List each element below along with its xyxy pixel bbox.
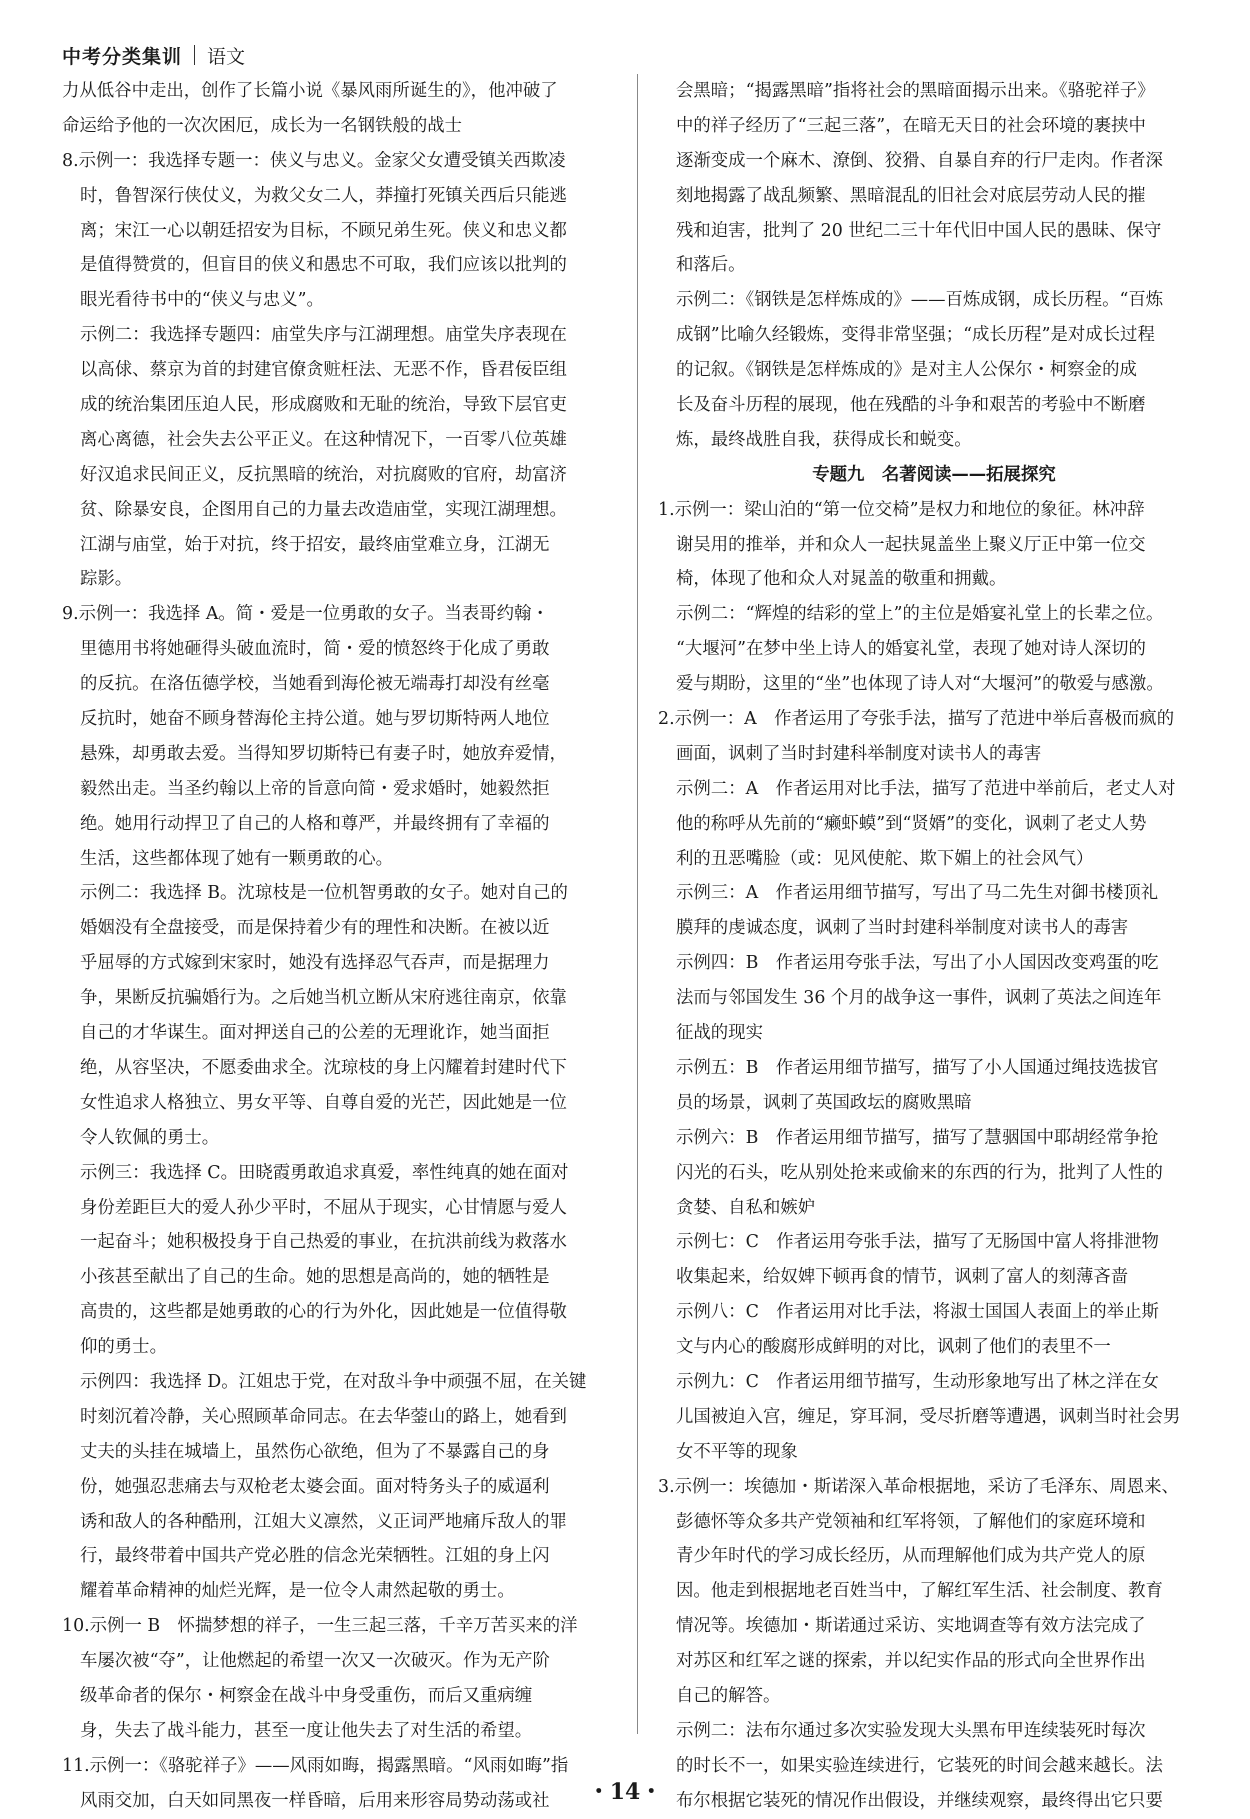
- left-text-line: 一起奋斗；她积极投身于自己热爱的事业，在抗洪前线为救落水: [80, 1232, 567, 1253]
- right-text-line: 闪光的石头，吃从别处抢来或偷来的东西的行为，批判了人性的: [676, 1162, 1163, 1183]
- left-text-line: 里德用书将她砸得头破血流时，简・爱的愤怒终于化成了勇敢: [80, 639, 550, 660]
- left-text-line: 8.示例一：我选择专题一：侠义与忠义。金家父女遭受镇关西欺凌: [62, 150, 566, 171]
- left-text-line: 乎屈辱的方式嫁到宋家时，她没有选择忍气吞声，而是据理力: [80, 953, 550, 974]
- right-text-line: 爱与期盼，这里的“坐”也体现了诗人对“大堰河”的敬爱与感激。: [676, 674, 1164, 695]
- left-text-line: 成的统治集团压迫人民，形成腐败和无耻的统治，导致下层官吏: [80, 395, 567, 416]
- column-divider: [637, 74, 638, 1734]
- left-text-line: 行，最终带着中国共产党必胜的信念光荣牺牲。江姐的身上闪: [80, 1546, 550, 1567]
- right-text-line: 因。他走到根据地老百姓当中，了解红军生活、社会制度、教育: [676, 1581, 1163, 1602]
- left-text-line: 悬殊，却勇敢去爱。当得知罗切斯特已有妻子时，她放弃爱情，: [80, 743, 567, 764]
- left-text-line: 份，她强忍悲痛去与双枪老太婆会面。面对特务头子的威逼利: [80, 1476, 550, 1497]
- left-text-line: 高贵的，这些都是她勇敢的心的行为外化，因此她是一位值得敬: [80, 1302, 567, 1323]
- left-text-line: 示例三：我选择 C。田晓霞勇敢追求真爱，率性纯真的她在面对: [80, 1162, 569, 1183]
- right-text-line: 法而与邻国发生 36 个月的战争这一事件，讽刺了英法之间连年: [676, 988, 1162, 1009]
- right-text-line: 逐渐变成一个麻木、潦倒、狡猾、自暴自弃的行尸走肉。作者深: [676, 150, 1163, 171]
- right-text-line: 示例四：B 作者运用夸张手法，写出了小人国因改变鸡蛋的吃: [676, 953, 1159, 974]
- right-text-line: 中的祥子经历了“三起三落”，在暗无天日的社会环境的裹挟中: [676, 115, 1146, 136]
- right-text-line: “大堰河”在梦中坐上诗人的婚宴礼堂，表现了她对诗人深切的: [676, 639, 1146, 660]
- left-text-line: 离；宋江一心以朝廷招安为目标，不顾兄弟生死。侠义和忠义都: [80, 220, 567, 241]
- right-text-line: 员的场景，讽刺了英国政坛的腐败黑暗: [676, 1092, 972, 1113]
- right-text-line: 2.示例一：A 作者运用了夸张手法，描写了范进中举后喜极而疯的: [658, 709, 1175, 730]
- right-text-line: 贪婪、自私和嫉妒: [676, 1197, 816, 1218]
- left-text-line: 时，鲁智深行侠仗义，为救父女二人，莽撞打死镇关西后只能逃: [80, 185, 567, 206]
- left-text-line: 生活，这些都体现了她有一颗勇敢的心。: [80, 848, 394, 869]
- left-text-line: 风雨交加，白天如同黑夜一样昏暗，后用来形容局势动荡或社: [80, 1790, 550, 1811]
- left-text-line: 身，失去了战斗能力，甚至一度让他失去了对生活的希望。: [80, 1720, 533, 1741]
- left-text-line: 的反抗。在洛伍德学校，当她看到海伦被无端毒打却没有丝毫: [80, 674, 550, 695]
- left-text-line: 示例二：我选择 B。沈琼枝是一位机智勇敢的女子。她对自己的: [80, 883, 568, 904]
- section-heading: 专题九 名著阅读——拓展探究: [812, 464, 1056, 485]
- left-text-line: 毅然出走。当圣约翰以上帝的旨意向简・爱求婚时，她毅然拒: [80, 778, 550, 799]
- right-text-line: 会黑暗；“揭露黑暗”指将社会的黑暗面揭示出来。《骆驼祥子》: [676, 81, 1155, 101]
- left-text-line: 诱和敌人的各种酷刑，江姐大义凛然，义正词严地痛斥敌人的罪: [80, 1511, 567, 1532]
- right-text-line: 自己的解答。: [676, 1685, 781, 1706]
- right-text-line: 示例六：B 作者运用细节描写，描写了慧骃国中耶胡经常争抢: [676, 1127, 1159, 1148]
- page-number: ・14・: [587, 1779, 663, 1805]
- right-text-line: 青少年时代的学习成长经历，从而理解他们成为共产党人的原: [676, 1546, 1146, 1567]
- right-text-line: 文与内心的酸腐形成鲜明的对比，讽刺了他们的表里不一: [676, 1337, 1111, 1358]
- right-text-line: 示例二：《钢铁是怎样炼成的》——百炼成钢，成长历程。“百炼: [676, 290, 1164, 311]
- left-text-line: 小孩甚至献出了自己的生命。她的思想是高尚的，她的牺牲是: [80, 1267, 550, 1288]
- left-text-line: 身份差距巨大的爱人孙少平时，不屈从于现实，心甘情愿与爱人: [80, 1197, 567, 1218]
- right-text-line: 1.示例一：梁山泊的“第一位交椅”是权力和地位的象征。林冲辞: [658, 499, 1145, 520]
- left-text-line: 踪影。: [80, 569, 133, 590]
- left-text-line: 眼光看待书中的“侠义与忠义”。: [80, 290, 324, 311]
- right-text-line: 女不平等的现象: [676, 1441, 798, 1462]
- left-text-line: 是值得赞赏的，但盲目的侠义和愚忠不可取，我们应该以批判的: [80, 255, 567, 276]
- left-text-line: 仰的勇士。: [80, 1337, 167, 1358]
- right-text-line: 示例二：法布尔通过多次实验发现大头黑布甲连续装死时每次: [676, 1720, 1146, 1741]
- right-text-line: 示例二：A 作者运用对比手法，描写了范进中举前后，老丈人对: [676, 778, 1176, 799]
- right-text-line: 布尔根据它装死的情况作出假设，并继续观察，最终得出它只要: [676, 1790, 1163, 1811]
- right-text-line: 的记叙。《钢铁是怎样炼成的》是对主人公保尔・柯察金的成: [676, 360, 1137, 381]
- right-text-line: 成钢”比喻久经锻炼，变得非常坚强；“成长历程”是对成长过程: [676, 325, 1155, 346]
- left-text-line: 令人钦佩的勇士。: [80, 1127, 220, 1148]
- right-text-line: 示例五：B 作者运用细节描写，描写了小人国通过绳技选拔官: [676, 1057, 1159, 1078]
- left-text-line: 力从低谷中走出，创作了长篇小说《暴风雨所诞生的》，他冲破了: [62, 81, 558, 101]
- right-text-line: 3.示例一：埃德加・斯诺深入革命根据地，采访了毛泽东、周恩来、: [658, 1476, 1179, 1497]
- left-text-line: 贫、除暴安良，企图用自己的力量去改造庙堂，实现江湖理想。: [80, 499, 567, 520]
- right-text-line: 利的丑恶嘴脸（或：见风使舵、欺下媚上的社会风气）: [676, 848, 1094, 869]
- right-text-line: 示例九：C 作者运用细节描写，生动形象地写出了林之洋在女: [676, 1371, 1159, 1392]
- left-text-line: 级革命者的保尔・柯察金在战斗中身受重伤，而后又重病缠: [80, 1685, 533, 1706]
- right-text-line: 儿国被迫入宫，缠足，穿耳洞，受尽折磨等遭遇，讽刺当时社会男: [676, 1406, 1181, 1427]
- left-text-line: 江湖与庙堂，始于对抗，终于招安，最终庙堂难立身，江湖无: [80, 534, 550, 555]
- left-column: [62, 74, 617, 1819]
- left-text-line: 示例二：我选择专题四：庙堂失序与江湖理想。庙堂失序表现在: [80, 325, 567, 346]
- right-text-line: 椅，体现了他和众人对晁盖的敬重和拥戴。: [676, 569, 1007, 590]
- right-text-line: 收集起来，给奴婢下顿再食的情节，讽刺了富人的刻薄吝啬: [676, 1267, 1129, 1288]
- left-text-line: 时刻沉着冷静，关心照顾革命同志。在去华蓥山的路上，她看到: [80, 1406, 567, 1427]
- right-text-line: 画面，讽刺了当时封建科举制度对读书人的毒害: [676, 743, 1042, 764]
- left-text-line: 11.示例一：《骆驼祥子》——风雨如晦，揭露黑暗。“风雨如晦”指: [62, 1755, 569, 1776]
- left-text-line: 9.示例一：我选择 A。简・爱是一位勇敢的女子。当表哥约翰・: [62, 604, 549, 625]
- header-separator: [194, 45, 195, 65]
- subject-label: 语文: [207, 45, 246, 68]
- left-text-line: 车屡次被“夺”，让他燃起的希望一次又一次破灭。作为无产阶: [80, 1651, 550, 1672]
- left-text-line: 耀着革命精神的灿烂光辉，是一位令人肃然起敬的勇士。: [80, 1581, 515, 1602]
- left-text-line: 丈夫的头挂在城墙上，虽然伤心欲绝，但为了不暴露自己的身: [80, 1441, 550, 1462]
- left-text-line: 好汉追求民间正义，反抗黑暗的统治，对抗腐败的官府，劫富济: [80, 464, 567, 485]
- left-text-line: 绝。她用行动捍卫了自己的人格和尊严，并最终拥有了幸福的: [80, 813, 550, 834]
- left-text-line: 婚姻没有全盘接受，而是保持着少有的理性和决断。在被以近: [80, 918, 550, 939]
- page-header: [62, 40, 245, 70]
- right-text-line: 对苏区和红军之谜的探索，并以纪实作品的形式向全世界作出: [676, 1651, 1146, 1672]
- right-text-line: 炼，最终战胜自我，获得成长和蜕变。: [676, 429, 972, 450]
- right-text-line: 的时长不一，如果实验连续进行，它装死的时间会越来越长。法: [676, 1755, 1163, 1776]
- right-text-line: 和落后。: [676, 255, 746, 276]
- left-text-line: 争，果断反抗骗婚行为。之后她当机立断从宋府逃往南京，依靠: [80, 988, 567, 1009]
- right-text-line: 征战的现实: [676, 1023, 763, 1044]
- left-text-line: 自己的才华谋生。面对押送自己的公差的无理讹诈，她当面拒: [80, 1023, 550, 1044]
- right-text-line: 彭德怀等众多共产党领袖和红军将领，了解他们的家庭环境和: [676, 1511, 1146, 1532]
- left-text-line: 命运给予他的一次次困厄，成长为一名钢铁般的战士: [62, 115, 462, 136]
- right-text-line: 示例三：A 作者运用细节描写，写出了马二先生对御书楼顶礼: [676, 883, 1159, 904]
- right-text-line: 长及奋斗历程的展现，他在残酷的斗争和艰苦的考验中不断磨: [676, 395, 1146, 416]
- left-text-line: 离心离德，社会失去公平正义。在这种情况下，一百零八位英雄: [80, 429, 567, 450]
- left-text-line: 10.示例一 B 怀揣梦想的祥子，一生三起三落，千辛万苦买来的洋: [62, 1616, 578, 1637]
- right-text-line: 示例二：“辉煌的结彩的堂上”的主位是婚宴礼堂上的长辈之位。: [676, 604, 1164, 625]
- right-text-line: 膜拜的虔诚态度，讽刺了当时封建科举制度对读书人的毒害: [676, 918, 1129, 939]
- left-text-line: 以高俅、蔡京为首的封建官僚贪赃枉法、无恶不作，昏君佞臣组: [80, 360, 567, 381]
- right-text-line: 刻地揭露了战乱频繁、黑暗混乱的旧社会对底层劳动人民的摧: [676, 185, 1146, 206]
- left-text-line: 示例四：我选择 D。江姐忠于党，在对敌斗争中顽强不屈，在关键: [80, 1371, 587, 1392]
- right-text-line: 情况等。埃德加・斯诺通过采访、实地调查等有效方法完成了: [676, 1616, 1146, 1637]
- right-text-line: 残和迫害，批判了 20 世纪二三十年代旧中国人民的愚昧、保守: [676, 220, 1162, 241]
- right-text-line: 示例七：C 作者运用夸张手法，描写了无肠国中富人将排泄物: [676, 1232, 1159, 1253]
- right-text-line: 谢吴用的推举，并和众人一起扶晁盖坐上聚义厅正中第一位交: [676, 534, 1146, 555]
- book-title: 中考分类集训: [62, 45, 183, 68]
- right-column: [658, 74, 1210, 1819]
- left-text-line: 绝，从容坚决，不愿委曲求全。沈琼枝的身上闪耀着封建时代下: [80, 1057, 567, 1078]
- right-text-line: 他的称呼从先前的“癞虾蟆”到“贤婿”的变化，讽刺了老丈人势: [676, 813, 1147, 834]
- left-text-line: 反抗时，她奋不顾身替海伦主持公道。她与罗切斯特两人地位: [80, 709, 550, 730]
- left-text-line: 女性追求人格独立、男女平等、自尊自爱的光芒，因此她是一位: [80, 1092, 567, 1113]
- right-text-line: 示例八：C 作者运用对比手法，将淑士国国人表面上的举止斯: [676, 1302, 1159, 1323]
